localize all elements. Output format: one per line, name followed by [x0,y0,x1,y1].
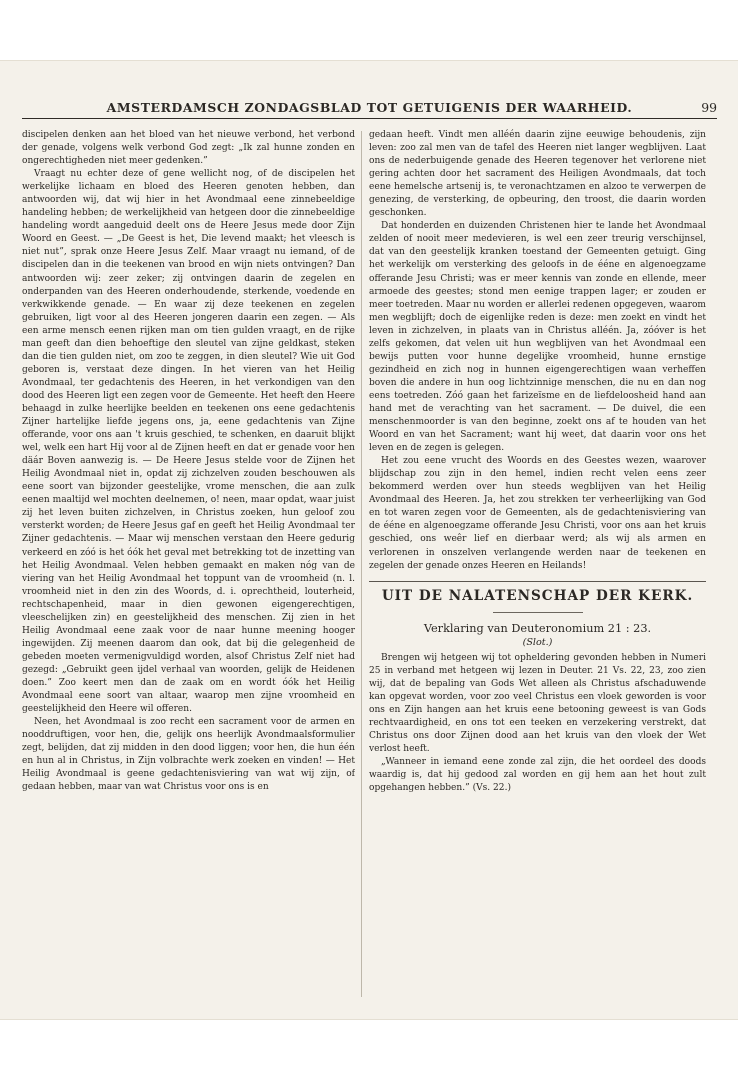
running-title: AMSTERDAMSCH ZONDAGSBLAD TOT GETUIGENIS DER WAARHEID. [106,100,633,115]
newspaper-page [0,60,738,1020]
paragraph: Brengen wij hetgeen wij tot opheldering gevonden hebben in Numeri 25 in verband met hetgeen wij lezen in Deuter. 21 Vs. 22, 23, zoo zien wij, dat de bepaling van Gods Wet alleen als Christus afschaduwende kan opgevat worden, voor zoo veel Christus een vloek geworden is voor ons en Zijn hangen aan het kruis eene betooning geweest is van Gods rechtvaardigheid, en ons tot een teeken en verzekering verstrekt, dat Christus ons door Zijnen dood aan het kruis van den vloek der Wet verlost heeft. [369,652,706,754]
page-number: 99 [701,100,717,115]
paragraph: Dat honderden en duizenden Christenen hier te lande het Avondmaal zelden of nooit meer medevieren, is wel een zeer treurig verschijnsel, dat van den geestelijk kranken toestand der Gemeenten getuigt. Ging het werkelijk om versterking des geloofs in de ééne en algenoegzame offerande Jesu Christi; was er meer kennis van zonde en ellende, meer armoede des geestes; stond men eenige trappen lager; er zouden er meer toetreden. Maar nu worden er allerlei redenen opgegeven, waarom men wegblijft; doch de eigenlijke reden is deze: men zoekt en vindt het leven in zichzelven, in plaats van in Christus alléén. Ja, zóóver is het zelfs gekomen, dat velen uit hun wegblijven van het Avondmaal een bewijs putten voor hunne degelijke vroomheid, hunne ernstige gezindheid en zich nog in hunnen eigengerechtigen waan verheffen boven die andere in hun oog lichtzinnige menschen, die nu en dan nog eens toetreden. Zóó gaan het farizeïsme en de liefdeloosheid hand aan hand met de verachting van het sacrament. — De duivel, die een menschenmoorder is van den beginne, zoekt ons af te houden van het Woord en van het Sacrament; want hij weet, dat daarin voor ons het leven en de zegen is gelegen. [369,221,706,454]
section-title: UIT DE NALATENSCHAP DER KERK. [381,587,694,604]
article-title: Verklaring van Deuteronomium 21 : 23. [423,621,652,635]
article-subtitle: (Slot.) [522,636,553,648]
right-column [369,129,706,999]
paragraph: discipelen denken aan het bloed van het nieuwe verbond, het verbond der genade, volgens welk verbond God zegt: „Ik zal hunne zonden en ongerechtigheden niet meer gedenken.” [22,130,355,167]
paragraph: „Wanneer in iemand eene zonde zal zijn, die het oordeel des doods waardig is, dat hij gedood zal worden en gij hem aan het hout zult opgehangen hebben.” (Vs. 22.) [369,756,706,794]
section-rule [369,581,706,582]
paragraph: Het zou eene vrucht des Woords en des Geestes wezen, waarover blijdschap zou zijn in den hemel, indien recht velen eens zeer bekommerd werden over hun steeds wegblijven van het Heilig Avondmaal des Heeren. Ja, het zou strekken ter verheerlijking van God en tot waren zegen voor de Gemeenten, als de gedachtenisviering van de ééne en algenoegzame offerande Jesu Christi, voor ons aan het kruis geschied, ons weêr lief en dierbaar werd; als wij als armen en verlorenen in onszelven verlangende werden naar de teekenen en zegelen der genade onzes Heeren en Heilands! [369,456,706,571]
paragraph: Vraagt nu echter deze of gene wellicht nog, of de discipelen het werkelijke lichaam en bloed des Heeren genoten hebben, dan antwoorden wij, dat wij hier in het Avondmaal eene zinnebeeldige handeling hebben; de werkelijkheid van hetgeen door die zinnebeeldige handeling wordt aangeduid deelt ons de Heere Jesus mede door Zijn Woord en Geest. — „De Geest is het, Die levend maakt; het vleesch is niet nut”, sprak onze Heere Jesus Zelf. Maar vraagt nu iemand, of de discipelen dan in die teekenen van brood en wijn niets ontvingen? Dan antwoorden wij: zeer zeker; zij ontvingen daarin de zegelen en onderpanden van des Heeren onderhoudende, sterkende, voedende en verkwikkende genade. — En waar zij deze teekenen en zegelen gebruiken, ligt voor al des Heeren jongeren daarin een zegen. — Als een arme mensch eenen rijken man om tien gulden vraagt, en de rijke man geeft dan dien behoeftige den sleutel van zijne geldkast, steken dan die tien gulden niet, om zoo te zeggen, in dien sleutel? Wie uit God geboren is, verstaat deze dingen. In het vieren van het Heilig Avondmaal, ter gedachtenis des Heeren, in het verkondigen van den dood des Heeren ligt een zegen voor de Gemeente. Het heeft den Heere behaagd in zulke heerlijke beelden en teekenen ons eene gedachtenis Zijner hartelijke liefde jegens ons, ja, eene gedachtenis van Zijne offerande, voor ons aan 't kruis geschied, te schenken, en daaruit blijkt wel, welk een hart Hij voor al de Zijnen heeft en dat er genade voor hen däár Boven aanwezig is. — De Heere Jesus stelde voor de Zijnen het Heilig Avondmaal niet in, opdat zij zichzelven zouden beschouwen als eene soort van bijzonder geestelijke, vrome menschen, die aan zulk eenen maaltijd wel mochten deelnemen, o! neen, maar opdat, waar juist zij het leven buiten zichzelven, in Christus zoeken, hun geloof zou versterkt worden; de Heere Jesus gaf en geeft het Heilig Avondmaal ter Zijner gedachtenis. — Maar wij menschen verstaan den Heere gedurig verkeerd en zóó is het óók het geval met betrekking tot de inzetting van het Heilig Avondmaal. Velen hebben gemaakt en maken nóg van de viering van het Heilig Avondmaal het toppunt van de vroomheid (n. l. vroomheid niet in den zin des Woords, d. i. oprechtheid, louterheid, rechtschapenheid, maar in dien gewonen eigengerechtigen, vleeschelijken zin) en geestelijkheid des menschen. Zij zien in het Heilig Avondmaal eene zaak voor de naar hunne meening hooger ingewijden. Zij meenen daarom dan ook, dat bij die gelegenheid de gebeden moeten vermenigvuldigd worden, alsof Christus Zelf niet had gezegd: „Gebruikt geen ijdel verhaal van woorden, gelijk de Heidenen doen.” Zoo keert men dan de zaak om en wordt óók het Heilig Avondmaal eene soort van altaar, waarop men zijne vroomheid en geestelijkheid den Heere wil offeren. [22,169,355,715]
page-header [22,99,717,119]
left-column [22,129,355,999]
paragraph: Neen, het Avondmaal is zoo recht een sacrament voor de armen en nooddruftigen, voor hen, die, gelijk ons heerlijk Avondmaalsformulier zegt, belijden, dat zij midden in den dood liggen; voor hen, die hun één en hun al in Christus, in Zijn volbrachte werk zoeken en vinden! — Het Heilig Avondmaal is geene gedachtenisviering van wat wij zijn, of gedaan hebben, maar van wat Christus voor ons is en [22,717,355,793]
section-short-rule [493,612,583,613]
column-divider [361,131,362,997]
paragraph: gedaan heeft. Vindt men alléén daarin zijne eeuwige behoudenis, zijn leven: zoo zal men van de tafel des Heeren niet langer wegblijven. Laat ons de nederbuigende genade des Heeren tegenover het verlorene niet gering achten door het sacrament des Heiligen Avondmaals, dat toch eene hemelsche artsenij is, te veronachtzamen en alzoo te verwerpen de genezing, de versterking, de opbeuring, den troost, die daarin worden geschonken. [369,130,706,219]
